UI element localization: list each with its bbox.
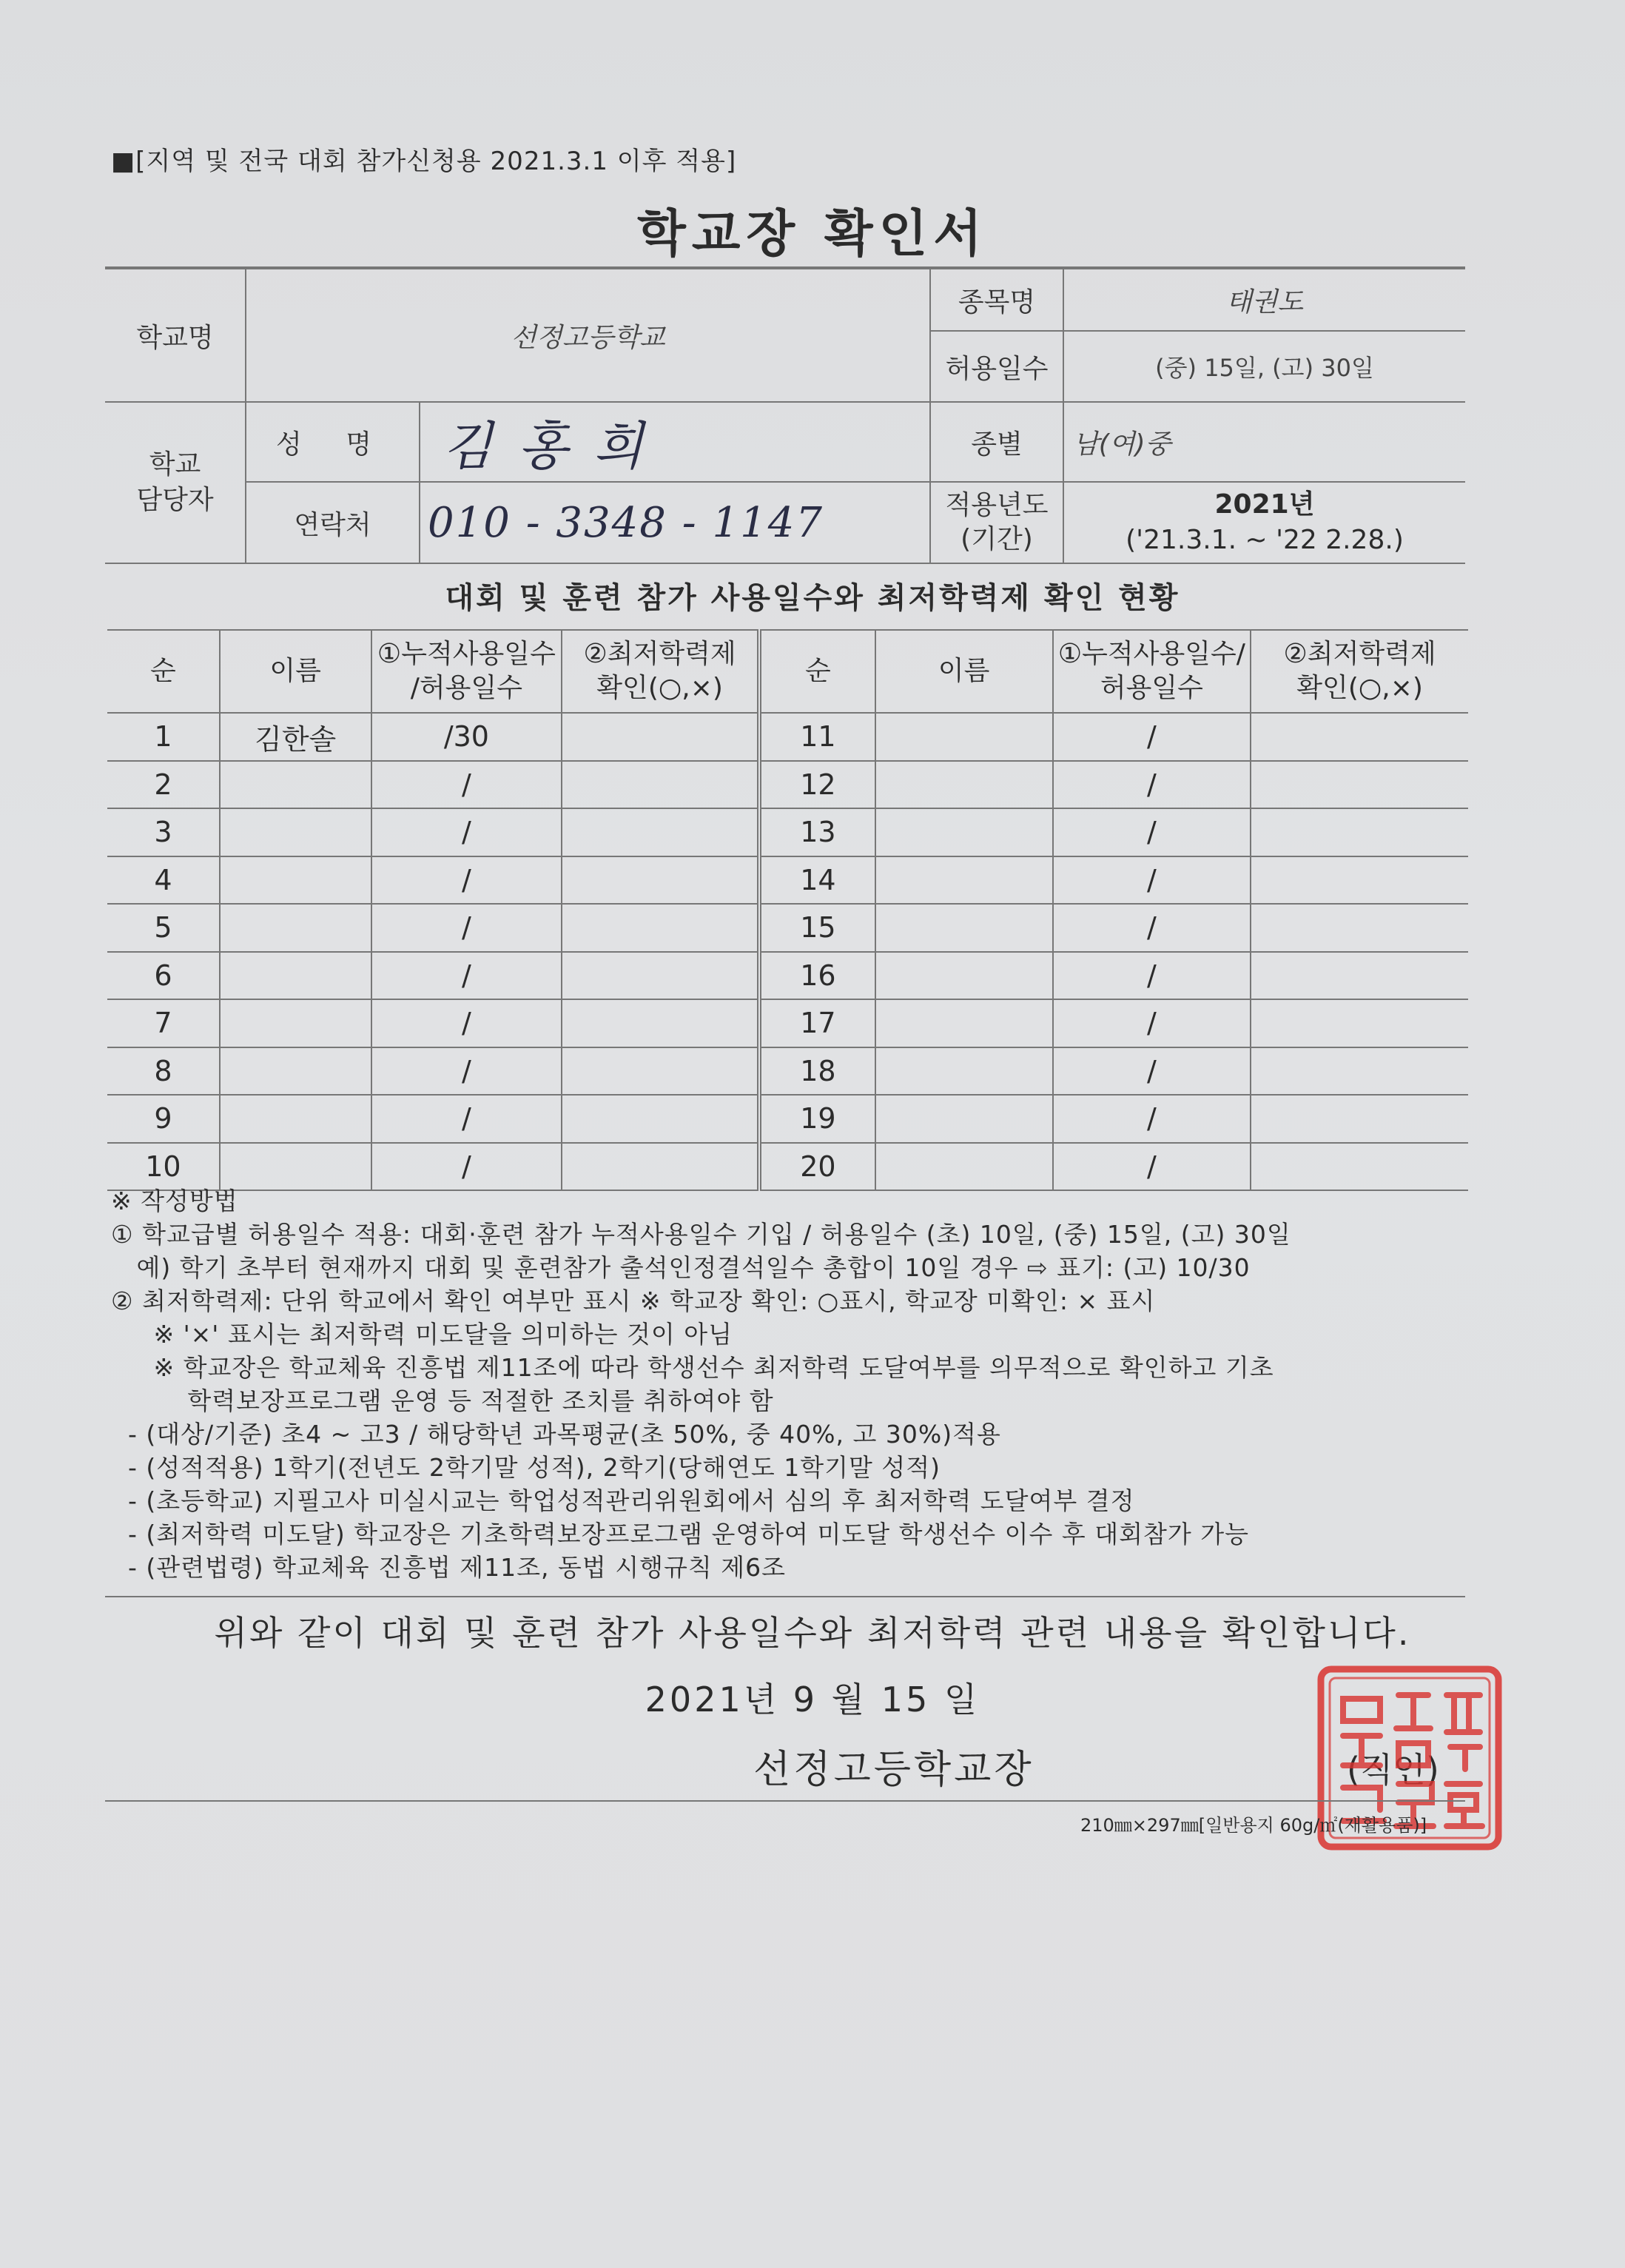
header-seq: 순 <box>761 630 875 713</box>
instruction-line: 예) 학기 초부터 현재까지 대회 및 훈련참가 출석인정결석일수 총합이 10일 경우 ⇨ 표기: (고) 10/30 <box>111 1253 1251 1282</box>
row-name <box>875 856 1053 905</box>
row-check <box>562 808 758 856</box>
row-name <box>875 1143 1053 1191</box>
row-name <box>875 761 1053 809</box>
row-days: / <box>371 999 562 1047</box>
table-row <box>761 713 1468 761</box>
row-name <box>220 1095 371 1143</box>
row-seq: 11 <box>761 713 875 761</box>
row-check <box>1251 856 1468 905</box>
instructions <box>111 1184 1502 1584</box>
seal-label: (직인) <box>1347 1750 1439 1790</box>
row-check <box>562 952 758 1000</box>
sport-value: 태권도 <box>1063 269 1465 331</box>
row-seq: 17 <box>761 999 875 1047</box>
header-check-line1: ②최저학력제 <box>583 639 736 669</box>
instruction-line: ① 학교급별 허용일수 적용: 대회·훈련 참가 누적사용일수 기입 / 허용일수 (초) 10일, (중) 15일, (고) 30일 <box>111 1220 1291 1249</box>
table-row <box>761 856 1468 905</box>
row-seq: 14 <box>761 856 875 905</box>
row-check <box>1251 1047 1468 1096</box>
instruction-line: ※ 작성방법 <box>111 1187 238 1215</box>
table-row <box>107 904 758 952</box>
instruction-line: - (초등학교) 지필고사 미실시교는 학업성적관리위원회에서 심의 후 최저학력 도달여부 결정 <box>111 1486 1135 1515</box>
row-seq: 16 <box>761 952 875 1000</box>
table-row <box>107 856 758 905</box>
info-table <box>105 268 1465 564</box>
row-seq: 19 <box>761 1095 875 1143</box>
paper-spec-footer: 210㎜×297㎜[일반용지 60g/㎡(재활용품)] <box>1080 1815 1427 1836</box>
row-name <box>220 904 371 952</box>
row-seq: 5 <box>107 904 220 952</box>
row-name: 김한솔 <box>220 713 371 761</box>
row-days: / <box>1053 1047 1251 1096</box>
row-days: / <box>1053 761 1251 809</box>
header-name: 이름 <box>220 630 371 713</box>
header-check <box>1251 630 1468 713</box>
table-row <box>761 761 1468 809</box>
row-seq: 9 <box>107 1095 220 1143</box>
row-check <box>1251 1095 1468 1143</box>
table-row <box>761 1047 1468 1096</box>
header-check-line2: 확인(○,×) <box>596 673 723 703</box>
name-value-handwritten: 김 홍 희 <box>420 402 930 482</box>
row-check <box>562 761 758 809</box>
year-label-line1: 적용년도 <box>945 490 1049 520</box>
table-row <box>107 761 758 809</box>
row-days: / <box>371 761 562 809</box>
row-days: / <box>1053 1143 1251 1191</box>
table-row <box>107 1143 758 1191</box>
header-seq: 순 <box>107 630 220 713</box>
confirm-top-rule <box>105 1596 1465 1597</box>
row-check <box>562 999 758 1047</box>
section-title: 대회 및 훈련 참가 사용일수와 최저학력제 확인 현황 <box>445 581 1180 615</box>
principal-name: 선정고등학교장 <box>753 1748 1034 1792</box>
row-name <box>875 999 1053 1047</box>
contact-value-handwritten: 010 - 3348 - 1147 <box>420 482 930 563</box>
row-days: / <box>371 904 562 952</box>
row-check <box>562 713 758 761</box>
row-check <box>1251 808 1468 856</box>
year-label <box>930 482 1063 563</box>
table-row <box>107 1047 758 1096</box>
row-check <box>1251 1143 1468 1191</box>
header-days-line1: ①누적사용일수/ <box>1057 639 1245 669</box>
row-seq: 8 <box>107 1047 220 1096</box>
table-row <box>761 1095 1468 1143</box>
instruction-line: ※ '×' 표시는 최저학력 미도달을 의미하는 것이 아님 <box>111 1320 733 1349</box>
row-seq: 18 <box>761 1047 875 1096</box>
row-name <box>220 999 371 1047</box>
row-check <box>562 1095 758 1143</box>
usage-table-right <box>760 629 1468 1191</box>
row-seq: 12 <box>761 761 875 809</box>
row-check <box>562 1047 758 1096</box>
row-days: /30 <box>371 713 562 761</box>
row-days: / <box>371 952 562 1000</box>
row-days: / <box>371 808 562 856</box>
name-label: 성 명 <box>246 402 420 482</box>
row-name <box>220 952 371 1000</box>
row-days: / <box>1053 999 1251 1047</box>
page-title: 학교장 확인서 <box>637 205 988 264</box>
contact-label: 연락처 <box>246 482 420 563</box>
row-days: / <box>1053 808 1251 856</box>
header-days <box>371 630 562 713</box>
table-row <box>107 952 758 1000</box>
row-days: / <box>371 856 562 905</box>
row-check <box>1251 761 1468 809</box>
year-label-line2: (기간) <box>960 524 1033 554</box>
table-row <box>761 1143 1468 1191</box>
school-label: 학교명 <box>105 269 246 402</box>
header-check-line1: ②최저학력제 <box>1283 639 1436 669</box>
row-days: / <box>1053 904 1251 952</box>
row-name <box>875 904 1053 952</box>
allowed-days-label: 허용일수 <box>930 331 1063 402</box>
instruction-line: - (성적적용) 1학기(전년도 2학기말 성적), 2학기(당해연도 1학기말 성적) <box>111 1453 941 1482</box>
table-row <box>107 999 758 1047</box>
row-seq: 15 <box>761 904 875 952</box>
row-days: / <box>1053 1095 1251 1143</box>
row-check <box>1251 952 1468 1000</box>
row-name <box>220 761 371 809</box>
division-label: 종별 <box>930 402 1063 482</box>
instruction-line: 학력보장프로그램 운영 등 적절한 조치를 취하여야 함 <box>111 1386 774 1415</box>
table-row <box>107 713 758 761</box>
table-row <box>761 904 1468 952</box>
instruction-line: - (관련법령) 학교체육 진흥법 제11조, 동법 시행규칙 제6조 <box>111 1553 786 1582</box>
table-row <box>761 808 1468 856</box>
table-row <box>107 808 758 856</box>
row-days: / <box>1053 713 1251 761</box>
row-name <box>220 808 371 856</box>
row-seq: 4 <box>107 856 220 905</box>
row-name <box>875 1047 1053 1096</box>
usage-rows-left <box>107 713 758 1190</box>
row-name <box>875 713 1053 761</box>
row-days: / <box>371 1095 562 1143</box>
row-days: / <box>1053 856 1251 905</box>
row-name <box>875 1095 1053 1143</box>
year-period: ('21.3.1. ~ '22 2.28.) <box>1126 525 1404 555</box>
row-seq: 20 <box>761 1143 875 1191</box>
sport-label: 종목명 <box>930 269 1063 331</box>
confirmation-text: 위와 같이 대회 및 훈련 참가 사용일수와 최저학력 관련 내용을 확인합니다. <box>214 1613 1411 1653</box>
school-value: 선정고등학교 <box>246 269 930 402</box>
row-check <box>1251 713 1468 761</box>
instruction-line: - (최저학력 미도달) 학교장은 기초학력보장프로그램 운영하여 미도달 학생선수 이수 후 대회참가 가능 <box>111 1520 1250 1549</box>
manager-label: 학교 담당자 <box>105 402 246 563</box>
row-check <box>562 1143 758 1191</box>
row-name <box>875 952 1053 1000</box>
date-text: 2021년 9 월 15 일 <box>645 1680 980 1720</box>
row-seq: 7 <box>107 999 220 1047</box>
header-name: 이름 <box>875 630 1053 713</box>
row-check <box>1251 999 1468 1047</box>
row-seq: 10 <box>107 1143 220 1191</box>
table-row <box>761 999 1468 1047</box>
row-name <box>220 1047 371 1096</box>
header-check-line2: 확인(○,×) <box>1296 673 1423 703</box>
row-days: / <box>371 1047 562 1096</box>
row-days: / <box>371 1143 562 1191</box>
header-days <box>1053 630 1251 713</box>
row-seq: 2 <box>107 761 220 809</box>
row-days: / <box>1053 952 1251 1000</box>
allowed-days-value: (중) 15일, (고) 30일 <box>1063 331 1465 402</box>
instruction-line: - (대상/기준) 초4 ~ 고3 / 해당학년 과목평균(초 50%, 중 40%, 고 30%)적용 <box>111 1420 1001 1449</box>
instruction-line: ② 최저학력제: 단위 학교에서 확인 여부만 표시 ※ 학교장 확인: ○표시, 학교장 미확인: × 표시 <box>111 1286 1156 1315</box>
table-row <box>107 1095 758 1143</box>
year-value: 2021년 <box>1214 489 1315 520</box>
division-value: 남(여)중 <box>1063 402 1465 482</box>
header-check <box>562 630 758 713</box>
header-days-line2: /허용일수 <box>410 673 522 703</box>
header-days-line1: ①누적사용일수 <box>377 639 556 669</box>
instruction-line: ※ 학교장은 학교체육 진흥법 제11조에 따라 학생선수 최저학력 도달여부를 의무적으로 확인하고 기초 <box>111 1353 1274 1382</box>
header-note: ■[지역 및 전국 대회 참가신청용 2021.3.1 이후 적용] <box>111 147 737 176</box>
usage-table-left <box>107 629 758 1191</box>
row-seq: 3 <box>107 808 220 856</box>
row-seq: 6 <box>107 952 220 1000</box>
header-days-line2: 허용일수 <box>1100 673 1203 703</box>
row-seq: 13 <box>761 808 875 856</box>
row-seq: 1 <box>107 713 220 761</box>
table-row <box>761 952 1468 1000</box>
row-name <box>220 1143 371 1191</box>
row-name <box>875 808 1053 856</box>
year-cell <box>1063 482 1465 563</box>
usage-rows-right <box>761 713 1468 1190</box>
row-check <box>1251 904 1468 952</box>
row-name <box>220 856 371 905</box>
row-check <box>562 904 758 952</box>
bottom-rule <box>105 1800 1465 1802</box>
row-check <box>562 856 758 905</box>
